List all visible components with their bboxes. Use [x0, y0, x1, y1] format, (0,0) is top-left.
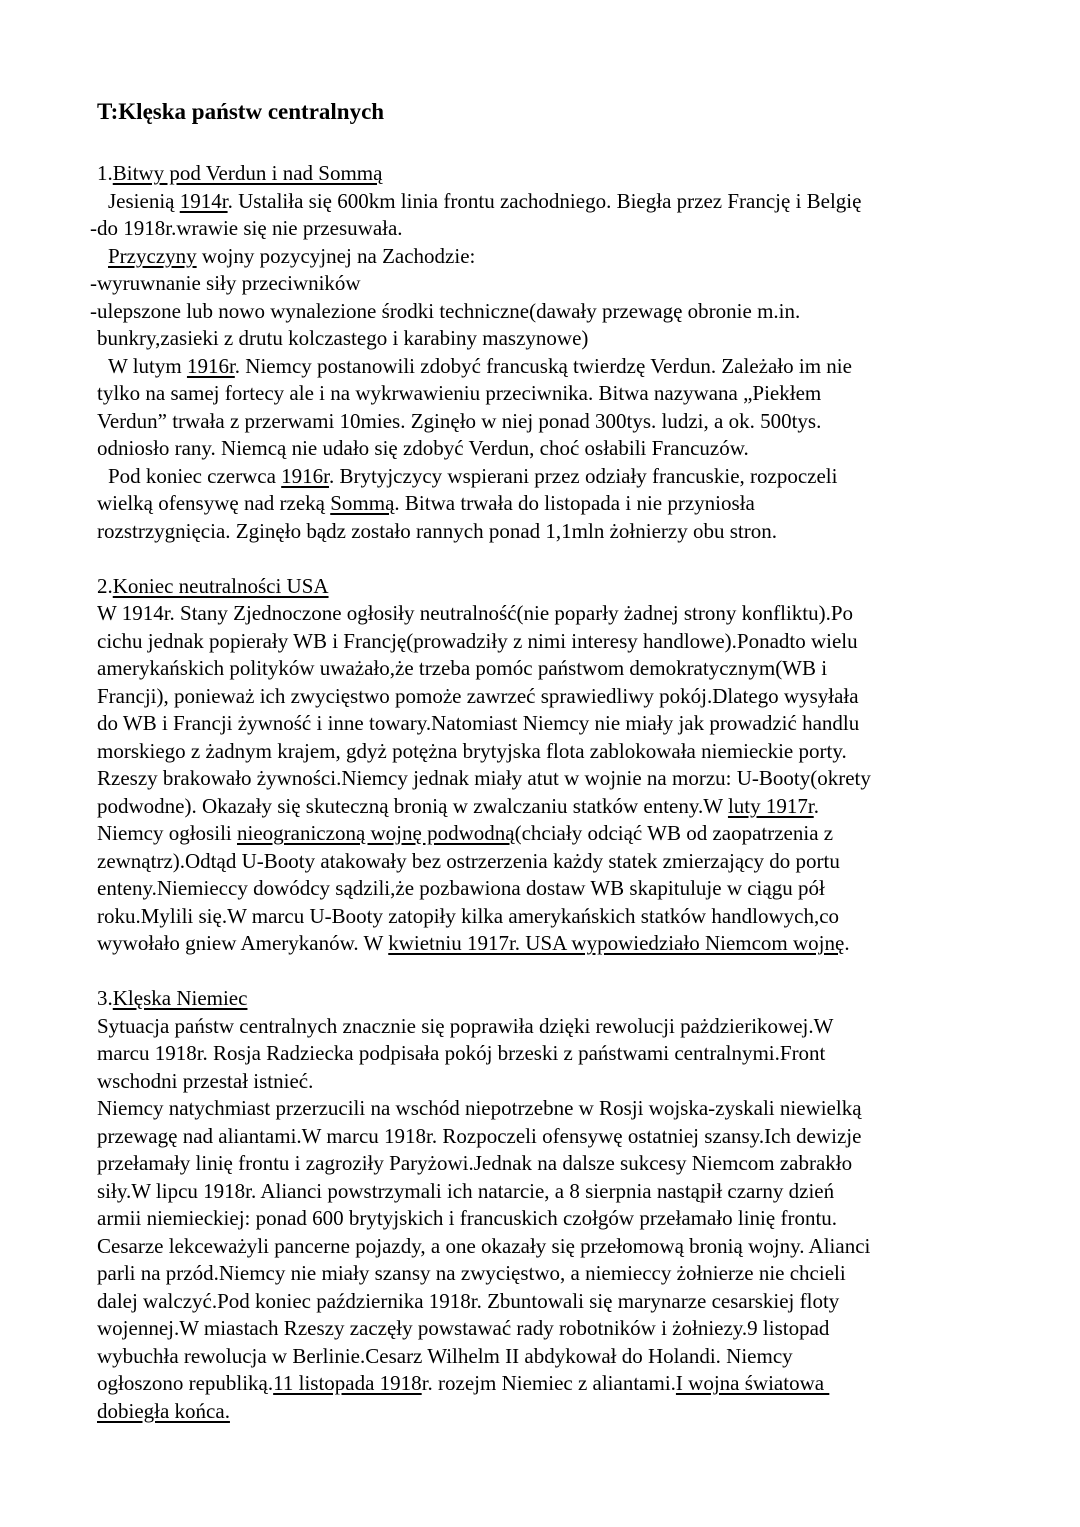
document-title: T:Klęska państw centralnych — [97, 99, 385, 124]
text-run: r. rozejm Niemiec z aliantami. — [421, 1371, 676, 1395]
blank-line — [97, 545, 990, 573]
text-run: . — [813, 793, 819, 818]
document-line — [97, 1123, 990, 1151]
document-line — [97, 1398, 990, 1426]
text-run: bunkry,zasieki z drutu kolczastego i karabiny maszynowe) — [97, 326, 589, 350]
text-run: tylko na samej fortecy ale i na wykrwawieniu przeciwnika. Bitwa nazywana „Piekłem — [97, 381, 822, 405]
text-run: Niemcy ogłosili — [97, 821, 237, 845]
text-run: zewnątrz).Odtąd U-Booty atakowały bez ostrzerzenia każdy statek zmierzający do portu — [97, 848, 840, 873]
document-line — [97, 1288, 990, 1316]
document-line — [97, 655, 990, 683]
text-run: przewagę nad aliantami.W marcu 1918r. Rozpoczeli ofensywę ostatniej szansy.Ich dewizje — [97, 1123, 862, 1148]
document-line — [97, 600, 990, 628]
document-line — [97, 1068, 990, 1096]
text-run: odniosło rany. Niemcą nie udało się zdobyć Verdun, choć osłabili Francuzów. — [97, 436, 749, 460]
underlined-text-run: 1916r — [281, 463, 330, 488]
text-run: W lutym — [108, 353, 187, 378]
text-run: wybuchła rewolucja w Berlinie.Cesarz Wilhelm II abdykował do Holandi. Niemcy — [97, 1343, 793, 1368]
document-line — [97, 710, 990, 738]
underlined-text-run: 11 listopada 1918 — [273, 1371, 422, 1395]
text-run: cichu jednak popierały WB i Francję(prowadziły z nimi interesy handlowe).Ponadto wielu — [97, 628, 858, 653]
text-run: -wyruwnanie siły przeciwników — [90, 271, 361, 295]
text-run: . Ustaliła się 600km linia frontu zachodniego. Biegła przez Francję i Belgię — [227, 188, 862, 213]
document-line — [97, 1150, 990, 1178]
document-line — [97, 1040, 990, 1068]
text-run: wywołało gniew Amerykanów. W — [97, 931, 389, 955]
text-run: . Bitwa trwała do listopada i nie przyniosła — [394, 491, 755, 515]
text-run: (chciały odciąć WB od zaopatrzenia z — [514, 821, 834, 845]
text-run: 2. — [97, 573, 113, 598]
text-run: ogłoszono republiką. — [97, 1371, 274, 1395]
document-line — [97, 793, 990, 821]
document-line — [97, 518, 990, 546]
text-run: Cesarze lekceważyli pancerne pojazdy, a one okazały się przełomową bronią wojny. Alianci — [97, 1233, 871, 1258]
document-line — [97, 628, 990, 656]
document-line — [97, 243, 990, 271]
text-run: rozstrzygnięcia. Zginęło bądz zostało rannych ponad 1,1mln żołnierzy obu stron. — [97, 518, 777, 543]
blank-line — [97, 958, 990, 986]
text-run: Niemcy natychmiast przerzucili na wschód niepotrzebne w Rosji wojska-zyskali niewielką — [97, 1096, 862, 1120]
text-run: W 1914r. Stany Zjednoczone ogłosiły neutralność(nie poparły żadnej strony konfliktu).Po — [97, 601, 854, 625]
document-line — [90, 215, 990, 243]
document-line — [97, 408, 990, 436]
document-line — [97, 820, 990, 848]
document-line — [97, 848, 990, 876]
text-run: . Brytyjczycy wspierani przez odziały francuskie, rozpoczeli — [329, 463, 838, 488]
document-line — [97, 325, 990, 353]
document-line — [97, 683, 990, 711]
text-run: roku.Mylili się.W marcu U-Booty zatopiły kilka amerykańskich statków handlowych,co — [97, 903, 840, 928]
underlined-text-run: Bitwy pod Verdun i nad Sommą — [112, 161, 383, 185]
text-run: . Niemcy postanowili zdobyć francuską twierdzę Verdun. Zależało im nie — [234, 353, 852, 378]
text-run: Jesienią — [108, 188, 180, 213]
underlined-text-run: I wojna światowa — [675, 1371, 830, 1395]
text-run: wojny pozycyjnej na Zachodzie: — [196, 243, 476, 268]
underlined-text-run: nieograniczoną wojnę podwodną — [237, 821, 515, 845]
underlined-text-run: Klęska Niemiec — [112, 986, 248, 1010]
underlined-text-run: luty 1917r — [727, 793, 814, 818]
document-line — [97, 875, 990, 903]
text-run: wschodni przestał istnieć. — [97, 1068, 314, 1093]
document-line — [97, 985, 990, 1013]
text-run: -do 1918r.wrawie się nie przesuwała. — [90, 216, 403, 240]
document-line — [97, 1343, 990, 1371]
text-run: wojennej.W miastach Rzeszy zaczęły powstawać rady robotników i żołniezy.9 listopad — [97, 1316, 830, 1340]
text-run: enteny.Niemieccy dowódcy sądzili,że pozbawiona dostaw WB skapituluje w ciągu pół — [97, 876, 825, 900]
document-body — [90, 160, 990, 1425]
text-run: amerykańskich polityków uważało,że trzeba pomóc państwom demokratycznym(WB i — [97, 656, 828, 680]
underlined-text-run: Przyczyny — [108, 243, 197, 268]
text-run: wielką ofensywę nad rzeką — [97, 491, 331, 515]
document-line — [97, 160, 990, 188]
text-run: siły.W lipcu 1918r. Alianci powstrzymali ich natarcie, a 8 sierpnia nastąpił czarny dzień — [97, 1178, 835, 1203]
text-run: marcu 1918r. Rosja Radziecka podpisała pokój brzeski z państwami centralnymi.Front — [97, 1041, 826, 1065]
underlined-text-run: Koniec neutralności USA — [112, 573, 329, 598]
text-run: przełamały linię frontu i zagroziły Paryżowi.Jednak na dalsze sukcesy Niemcom zabrakło — [97, 1151, 853, 1175]
text-run: . — [844, 931, 850, 955]
underlined-text-run: Sommą — [330, 491, 395, 515]
document-line — [97, 930, 990, 958]
document-line — [97, 380, 990, 408]
document-line — [97, 1095, 990, 1123]
document-line — [97, 738, 990, 766]
document-line — [97, 435, 990, 463]
text-run: Verdun” trwała z przerwami 10mies. Zginęło w niej ponad 300tys. ludzi, a ok. 500tys. — [97, 408, 822, 433]
text-run: -ulepszone lub nowo wynalezione środki techniczne(dawały przewagę obronie m.in. — [90, 298, 801, 323]
document-line — [97, 1013, 990, 1041]
text-run: armii niemieckiej: ponad 600 brytyjskich i francuskich czołgów przełamało linię frontu. — [97, 1206, 838, 1230]
text-run: Rzeszy brakowało żywności.Niemcy jednak miały atut w wojnie na morzu: U-Booty(okrety — [97, 766, 871, 790]
underlined-text-run: kwietniu 1917r. USA wypowiedziało Niemcom wojnę — [388, 931, 845, 955]
document-line — [97, 765, 990, 793]
document-line — [97, 188, 990, 216]
text-run: 1. — [97, 161, 113, 185]
document-line — [90, 298, 990, 326]
text-run: podwodne). Okazały się skuteczną bronią w zwalczaniu statków enteny.W — [97, 793, 728, 818]
document-line — [90, 270, 990, 298]
document-line — [97, 1370, 990, 1398]
document-line — [97, 1205, 990, 1233]
document-line — [97, 903, 990, 931]
underlined-text-run: 1916r — [186, 353, 235, 378]
text-run: 3. — [97, 986, 113, 1010]
document-line — [97, 353, 990, 381]
document-line — [97, 573, 990, 601]
document-line — [97, 1233, 990, 1261]
text-run: dalej walczyć.Pod koniec października 1918r. Zbuntowali się marynarze cesarskiej floty — [97, 1288, 840, 1313]
document-line — [97, 490, 990, 518]
underlined-text-run: 1914r — [179, 188, 228, 213]
text-run: Sytuacja państw centralnych znacznie się poprawiła dzięki rewolucji pażdzierikowej.W — [97, 1013, 834, 1038]
text-run: Pod koniec czerwca — [108, 463, 282, 488]
document-line — [97, 1260, 990, 1288]
document-line — [97, 1178, 990, 1206]
document-line — [97, 463, 990, 491]
document-line — [97, 1315, 990, 1343]
text-run: do WB i Francji żywność i inne towary.Natomiast Niemcy nie miały jak prowadzić handlu — [97, 711, 860, 735]
underlined-text-run: dobiegła końca. — [97, 1398, 230, 1423]
text-run: parli na przód.Niemcy nie miały szansy na zwycięstwo, a niemieccy żołnierze nie chcieli — [97, 1261, 846, 1285]
text-run: Francji), ponieważ ich zwycięstwo pomoże zawrzeć sprawiedliwy pokój.Dlatego wysyłała — [97, 683, 859, 708]
text-run: morskiego z żadnym krajem, gdyż potężna brytyjska flota zablokowała niemieckie porty. — [97, 738, 847, 763]
